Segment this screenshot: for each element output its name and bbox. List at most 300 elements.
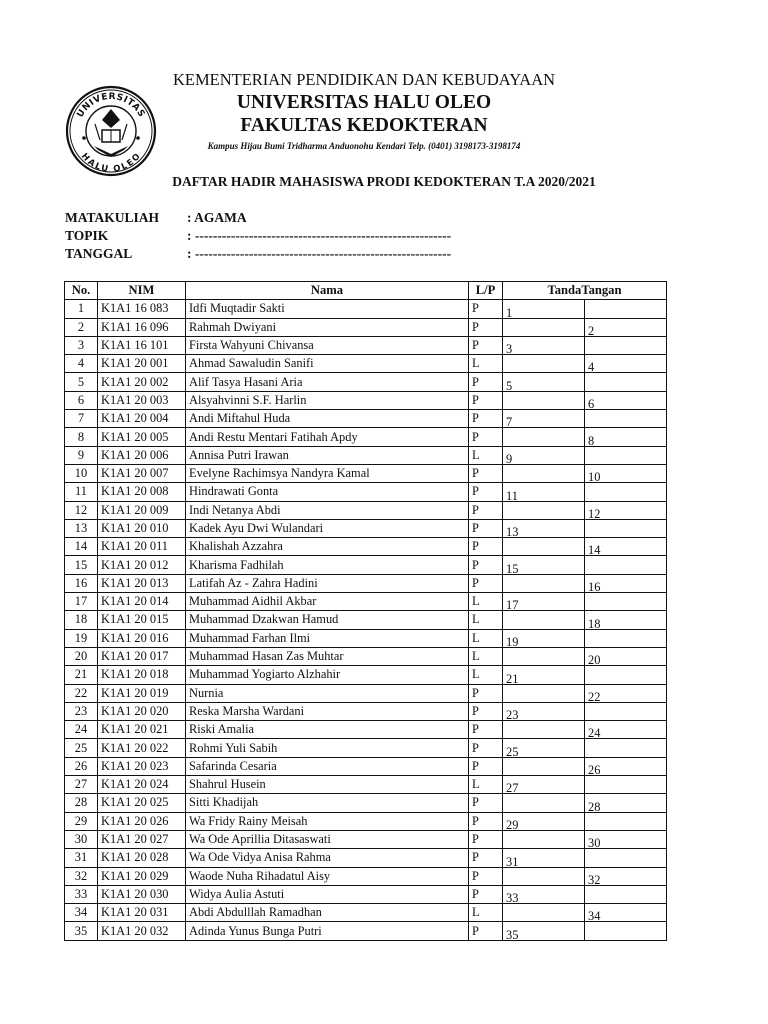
ministry-name: KEMENTERIAN PENDIDIKAN DAN KEBUDAYAAN <box>172 70 556 89</box>
signature-number: 19 <box>506 634 519 648</box>
row-gender: P <box>469 410 503 428</box>
table-row <box>65 721 667 739</box>
signature-cell-empty <box>503 830 585 848</box>
row-number: 16 <box>65 574 98 592</box>
signature-cell <box>503 922 585 940</box>
row-nama: Idfi Muqtadir Sakti <box>186 300 469 318</box>
row-nim: K1A1 20 021 <box>98 721 186 739</box>
row-number: 11 <box>65 483 98 501</box>
row-nim: K1A1 20 010 <box>98 519 186 537</box>
row-gender: P <box>469 300 503 318</box>
row-nim: K1A1 20 028 <box>98 849 186 867</box>
row-nim: K1A1 20 025 <box>98 794 186 812</box>
row-nama: Adinda Yunus Bunga Putri <box>186 922 469 940</box>
row-gender: L <box>469 776 503 794</box>
row-number: 15 <box>65 556 98 574</box>
row-nama: Muhammad Hasan Zas Muhtar <box>186 647 469 665</box>
signature-cell <box>585 574 667 592</box>
row-nama: Widya Aulia Astuti <box>186 885 469 903</box>
row-gender: P <box>469 794 503 812</box>
row-number: 17 <box>65 593 98 611</box>
signature-number: 11 <box>506 488 518 502</box>
signature-cell-empty <box>503 355 585 373</box>
row-nama: Waode Nuha Rihadatul Aisy <box>186 867 469 885</box>
row-nim: K1A1 20 015 <box>98 611 186 629</box>
row-number: 3 <box>65 336 98 354</box>
signature-cell-empty <box>503 428 585 446</box>
signature-number: 30 <box>588 836 601 849</box>
row-nama: Wa Fridy Rainy Meisah <box>186 812 469 830</box>
row-nama: Muhammad Farhan Ilmi <box>186 629 469 647</box>
row-gender: P <box>469 318 503 336</box>
row-number: 9 <box>65 446 98 464</box>
row-nim: K1A1 20 031 <box>98 904 186 922</box>
signature-cell <box>503 776 585 794</box>
signature-cell-empty <box>503 611 585 629</box>
signature-cell <box>503 849 585 867</box>
row-gender: L <box>469 666 503 684</box>
row-nim: K1A1 20 017 <box>98 647 186 665</box>
signature-cell <box>585 464 667 482</box>
row-number: 19 <box>65 629 98 647</box>
signature-cell-empty <box>585 300 667 318</box>
row-nim: K1A1 20 011 <box>98 538 186 556</box>
row-nama: Riski Amalia <box>186 721 469 739</box>
row-gender: L <box>469 629 503 647</box>
row-nim: K1A1 20 019 <box>98 684 186 702</box>
row-nim: K1A1 20 003 <box>98 391 186 409</box>
signature-number: 16 <box>588 580 601 593</box>
signature-number: 22 <box>588 689 601 703</box>
row-number: 23 <box>65 702 98 720</box>
signature-cell <box>503 666 585 684</box>
tanggal-value: : --------------------------------------------------------- <box>187 246 452 261</box>
row-gender: P <box>469 684 503 702</box>
row-nim: K1A1 20 006 <box>98 446 186 464</box>
row-nama: Alsyahvinni S.F. Harlin <box>186 391 469 409</box>
table-row <box>65 629 667 647</box>
header-signature: TandaTangan <box>503 282 667 300</box>
row-number: 20 <box>65 647 98 665</box>
table-row <box>65 867 667 885</box>
signature-cell <box>585 757 667 775</box>
signature-cell-empty <box>503 391 585 409</box>
row-gender: P <box>469 757 503 775</box>
signature-cell-empty <box>585 483 667 501</box>
faculty-name: FAKULTAS KEDOKTERAN <box>240 115 488 136</box>
row-number: 21 <box>65 666 98 684</box>
signature-cell-empty <box>503 867 585 885</box>
table-row <box>65 556 667 574</box>
table-row <box>65 666 667 684</box>
signature-number: 23 <box>506 708 519 721</box>
row-nama: Muhammad Dzakwan Hamud <box>186 611 469 629</box>
row-gender: P <box>469 812 503 830</box>
row-gender: P <box>469 702 503 720</box>
row-nama: Khalishah Azzahra <box>186 538 469 556</box>
signature-number: 3 <box>506 342 513 355</box>
table-row <box>65 336 667 354</box>
row-nim: K1A1 20 023 <box>98 757 186 775</box>
row-nama: Reska Marsha Wardani <box>186 702 469 720</box>
signature-cell <box>585 684 667 702</box>
row-nim: K1A1 20 024 <box>98 776 186 794</box>
row-nama: Indi Netanya Abdi <box>186 501 469 519</box>
row-nim: K1A1 16 083 <box>98 300 186 318</box>
row-number: 5 <box>65 373 98 391</box>
signature-cell-empty <box>585 702 667 720</box>
table-row <box>65 794 667 812</box>
row-nim: K1A1 20 030 <box>98 885 186 903</box>
signature-cell <box>585 428 667 446</box>
table-row <box>65 300 667 318</box>
tanggal-label: TANGGAL <box>65 246 133 261</box>
row-number: 6 <box>65 391 98 409</box>
header-nim: NIM <box>98 282 186 300</box>
signature-cell-empty <box>585 373 667 391</box>
row-number: 32 <box>65 867 98 885</box>
signature-cell <box>585 721 667 739</box>
table-row <box>65 428 667 446</box>
signature-number: 10 <box>588 470 601 483</box>
row-number: 27 <box>65 776 98 794</box>
table-row <box>65 739 667 757</box>
matakuliah-value: : AGAMA <box>187 210 247 225</box>
signature-number: 34 <box>588 909 601 922</box>
row-nim: K1A1 20 002 <box>98 373 186 391</box>
table-row <box>65 702 667 720</box>
signature-number: 12 <box>588 506 601 520</box>
table-row <box>65 684 667 702</box>
table-row <box>65 373 667 391</box>
row-gender: L <box>469 593 503 611</box>
signature-cell-empty <box>585 593 667 611</box>
signature-cell <box>503 739 585 757</box>
row-gender: P <box>469 483 503 501</box>
table-row <box>65 464 667 482</box>
row-number: 33 <box>65 885 98 903</box>
header-lp: L/P <box>469 282 503 300</box>
table-row <box>65 318 667 336</box>
row-nama: Evelyne Rachimsya Nandyra Kamal <box>186 464 469 482</box>
signature-number: 35 <box>506 927 519 941</box>
table-row <box>65 904 667 922</box>
row-nim: K1A1 20 014 <box>98 593 186 611</box>
signature-cell <box>503 519 585 537</box>
row-number: 29 <box>65 812 98 830</box>
signature-number: 4 <box>588 360 595 373</box>
meta-matakuliah <box>65 210 247 226</box>
signature-number: 15 <box>506 561 519 575</box>
row-nama: Andi Miftahul Huda <box>186 410 469 428</box>
row-gender: P <box>469 830 503 848</box>
signature-number: 17 <box>506 598 519 611</box>
signature-cell-empty <box>585 922 667 940</box>
signature-number: 21 <box>506 671 519 685</box>
row-number: 30 <box>65 830 98 848</box>
row-number: 28 <box>65 794 98 812</box>
row-number: 13 <box>65 519 98 537</box>
signature-cell-empty <box>503 318 585 336</box>
signature-cell-empty <box>585 629 667 647</box>
row-nama: Kadek Ayu Dwi Wulandari <box>186 519 469 537</box>
row-gender: L <box>469 611 503 629</box>
signature-cell-empty <box>585 410 667 428</box>
signature-cell <box>585 318 667 336</box>
signature-cell-empty <box>585 556 667 574</box>
table-row <box>65 574 667 592</box>
row-gender: P <box>469 849 503 867</box>
signature-cell <box>503 702 585 720</box>
signature-number: 18 <box>588 616 601 630</box>
logo-top-text: UNIVERSITAS <box>75 91 147 120</box>
table-row <box>65 849 667 867</box>
signature-number: 25 <box>506 744 519 758</box>
meta-topik <box>65 228 451 244</box>
signature-number: 20 <box>588 653 601 666</box>
row-gender: P <box>469 501 503 519</box>
row-nama: Wa Ode Vidya Anisa Rahma <box>186 849 469 867</box>
row-nama: Wa Ode Aprillia Ditasaswati <box>186 830 469 848</box>
signature-cell-empty <box>585 666 667 684</box>
row-gender: L <box>469 904 503 922</box>
signature-cell-empty <box>503 794 585 812</box>
signature-cell <box>585 830 667 848</box>
table-header-row <box>65 282 667 300</box>
signature-number: 7 <box>506 415 513 428</box>
row-nim: K1A1 16 096 <box>98 318 186 336</box>
table-body <box>65 300 667 940</box>
signature-number: 9 <box>506 451 513 465</box>
signature-cell <box>503 812 585 830</box>
row-nama: Firsta Wahyuni Chivansa <box>186 336 469 354</box>
signature-number: 32 <box>588 872 601 886</box>
signature-cell <box>585 391 667 409</box>
signature-cell <box>503 410 585 428</box>
row-nim: K1A1 16 101 <box>98 336 186 354</box>
signature-number: 5 <box>506 378 513 392</box>
table-row <box>65 757 667 775</box>
table-row <box>65 446 667 464</box>
row-nim: K1A1 20 020 <box>98 702 186 720</box>
signature-cell <box>503 446 585 464</box>
row-nim: K1A1 20 027 <box>98 830 186 848</box>
signature-cell <box>585 904 667 922</box>
signature-cell-empty <box>503 501 585 519</box>
table-row <box>65 812 667 830</box>
row-gender: L <box>469 355 503 373</box>
matakuliah-label: MATAKULIAH <box>65 210 159 225</box>
signature-number: 2 <box>588 323 595 337</box>
signature-cell <box>503 556 585 574</box>
signature-cell-empty <box>503 464 585 482</box>
row-gender: L <box>469 446 503 464</box>
row-gender: P <box>469 922 503 940</box>
header-nama: Nama <box>186 282 469 300</box>
signature-cell-empty <box>503 721 585 739</box>
row-nama: Kharisma Fadhilah <box>186 556 469 574</box>
row-gender: P <box>469 464 503 482</box>
row-number: 10 <box>65 464 98 482</box>
row-nim: K1A1 20 029 <box>98 867 186 885</box>
row-nama: Sitti Khadijah <box>186 794 469 812</box>
signature-cell-empty <box>585 336 667 354</box>
signature-cell <box>503 373 585 391</box>
signature-number: 14 <box>588 543 601 556</box>
row-nama: Latifah Az - Zahra Hadini <box>186 574 469 592</box>
row-nama: Muhammad Aidhil Akbar <box>186 593 469 611</box>
row-number: 2 <box>65 318 98 336</box>
row-nama: Rahmah Dwiyani <box>186 318 469 336</box>
row-number: 1 <box>65 300 98 318</box>
signature-cell <box>585 647 667 665</box>
row-nama: Shahrul Husein <box>186 776 469 794</box>
table-row <box>65 355 667 373</box>
row-gender: P <box>469 739 503 757</box>
row-nama: Annisa Putri Irawan <box>186 446 469 464</box>
row-nim: K1A1 20 032 <box>98 922 186 940</box>
signature-cell-empty <box>585 885 667 903</box>
table-row <box>65 776 667 794</box>
signature-number: 24 <box>588 726 601 739</box>
signature-cell <box>503 336 585 354</box>
table-row <box>65 922 667 940</box>
row-number: 25 <box>65 739 98 757</box>
row-nama: Muhammad Yogiarto Alzhahir <box>186 666 469 684</box>
row-gender: P <box>469 538 503 556</box>
signature-number: 29 <box>506 817 519 831</box>
table-row <box>65 391 667 409</box>
signature-cell-empty <box>585 446 667 464</box>
signature-cell-empty <box>585 849 667 867</box>
row-nama: Rohmi Yuli Sabih <box>186 739 469 757</box>
signature-cell <box>585 355 667 373</box>
table-row <box>65 501 667 519</box>
attendance-table <box>64 281 667 941</box>
table-row <box>65 593 667 611</box>
row-gender: P <box>469 428 503 446</box>
signature-number: 1 <box>506 305 513 319</box>
signature-cell <box>503 629 585 647</box>
signature-cell-empty <box>585 519 667 537</box>
row-number: 31 <box>65 849 98 867</box>
row-number: 24 <box>65 721 98 739</box>
signature-number: 26 <box>588 763 601 776</box>
topik-value: : --------------------------------------------------------- <box>187 228 452 243</box>
row-gender: P <box>469 574 503 592</box>
signature-cell-empty <box>503 757 585 775</box>
university-name: UNIVERSITAS HALU OLEO <box>236 92 492 113</box>
row-nim: K1A1 20 007 <box>98 464 186 482</box>
row-nim: K1A1 20 009 <box>98 501 186 519</box>
signature-cell-empty <box>503 904 585 922</box>
row-number: 12 <box>65 501 98 519</box>
row-number: 14 <box>65 538 98 556</box>
row-nim: K1A1 20 022 <box>98 739 186 757</box>
signature-cell-empty <box>503 647 585 665</box>
row-number: 8 <box>65 428 98 446</box>
row-gender: P <box>469 556 503 574</box>
signature-number: 8 <box>588 433 595 447</box>
row-gender: P <box>469 885 503 903</box>
signature-cell <box>585 538 667 556</box>
row-gender: P <box>469 391 503 409</box>
signature-number: 33 <box>506 891 519 904</box>
row-nim: K1A1 20 018 <box>98 666 186 684</box>
row-nim: K1A1 20 004 <box>98 410 186 428</box>
signature-cell <box>503 593 585 611</box>
table-row <box>65 830 667 848</box>
document-title: DAFTAR HADIR MAHASISWA PRODI KEDOKTERAN T.A 2020/2021 <box>172 174 596 189</box>
signature-cell-empty <box>503 574 585 592</box>
row-gender: L <box>469 647 503 665</box>
row-nim: K1A1 20 016 <box>98 629 186 647</box>
header-no: No. <box>65 282 98 300</box>
row-nim: K1A1 20 013 <box>98 574 186 592</box>
row-number: 26 <box>65 757 98 775</box>
row-number: 22 <box>65 684 98 702</box>
signature-cell-empty <box>585 812 667 830</box>
row-nim: K1A1 20 012 <box>98 556 186 574</box>
row-nama: Alif Tasya Hasani Aria <box>186 373 469 391</box>
row-nama: Ahmad Sawaludin Sanifi <box>186 355 469 373</box>
table-row <box>65 611 667 629</box>
signature-number: 6 <box>588 397 595 410</box>
row-gender: P <box>469 373 503 391</box>
row-nama: Hindrawati Gonta <box>186 483 469 501</box>
row-number: 4 <box>65 355 98 373</box>
row-number: 7 <box>65 410 98 428</box>
row-gender: P <box>469 519 503 537</box>
signature-cell <box>503 885 585 903</box>
table-row <box>65 647 667 665</box>
row-gender: P <box>469 336 503 354</box>
signature-number: 31 <box>506 854 519 867</box>
signature-number: 27 <box>506 781 519 794</box>
row-number: 35 <box>65 922 98 940</box>
signature-number: 28 <box>588 799 601 813</box>
row-gender: P <box>469 867 503 885</box>
row-nama: Nurnia <box>186 684 469 702</box>
row-number: 34 <box>65 904 98 922</box>
row-nama: Abdi Abdulllah Ramadhan <box>186 904 469 922</box>
signature-cell <box>585 794 667 812</box>
signature-cell-empty <box>585 739 667 757</box>
logo-bottom-text: HALU OLEO <box>79 151 143 175</box>
signature-cell <box>585 867 667 885</box>
row-gender: P <box>469 721 503 739</box>
row-nim: K1A1 20 005 <box>98 428 186 446</box>
table-row <box>65 519 667 537</box>
row-nama: Andi Restu Mentari Fatihah Apdy <box>186 428 469 446</box>
topik-label: TOPIK <box>65 228 109 243</box>
signature-cell <box>503 300 585 318</box>
row-number: 18 <box>65 611 98 629</box>
signature-cell <box>585 611 667 629</box>
meta-tanggal <box>65 246 451 262</box>
signature-cell-empty <box>585 776 667 794</box>
signature-cell <box>585 501 667 519</box>
table-row <box>65 483 667 501</box>
campus-address: Kampus Hijau Bumi Tridharma Anduonohu Kendari Telp. (0401) 3198173-3198174 <box>207 141 521 151</box>
signature-cell <box>503 483 585 501</box>
table-row <box>65 885 667 903</box>
table-row <box>65 410 667 428</box>
row-nim: K1A1 20 001 <box>98 355 186 373</box>
row-nama: Safarinda Cesaria <box>186 757 469 775</box>
signature-number: 13 <box>506 525 519 538</box>
signature-cell-empty <box>503 684 585 702</box>
